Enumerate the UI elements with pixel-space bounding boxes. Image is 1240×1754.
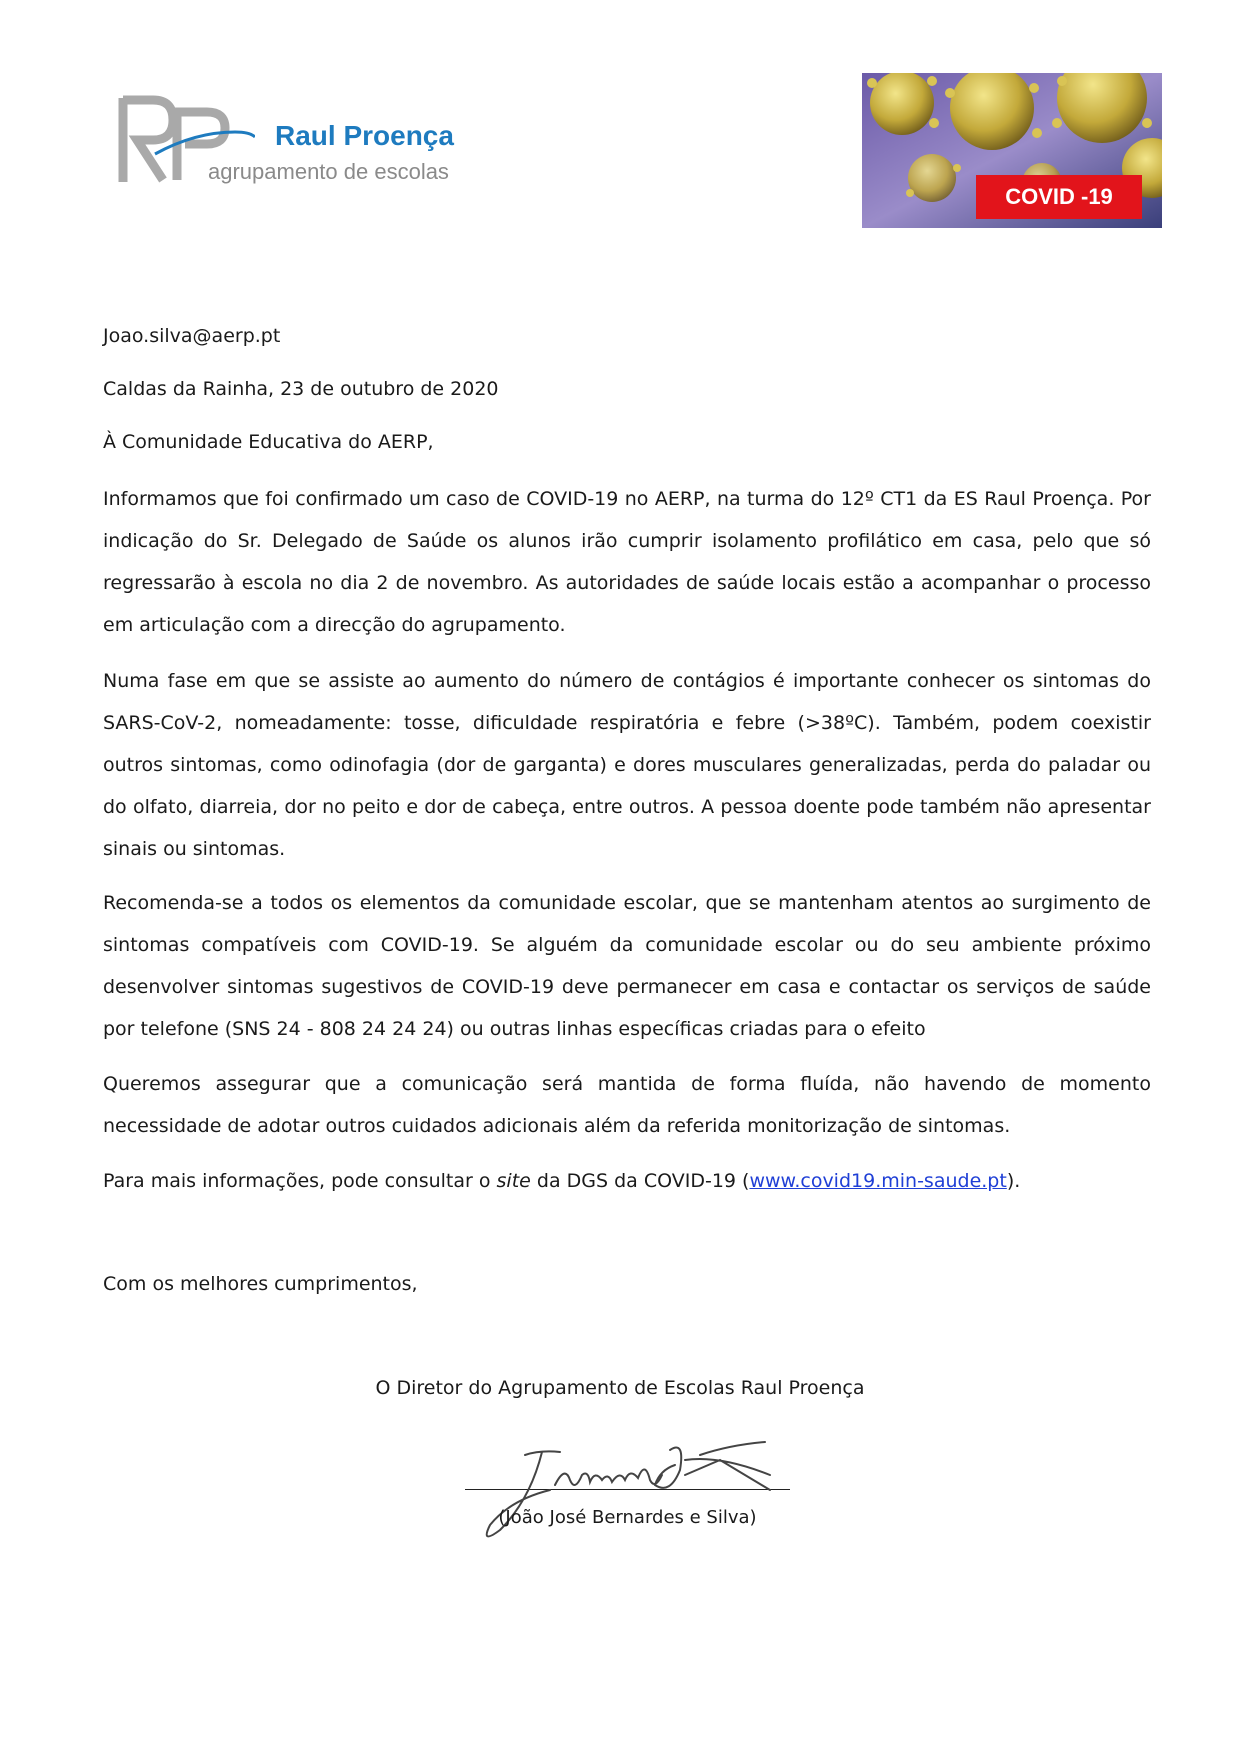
- info-text-middle: da DGS da COVID-19 (: [530, 1170, 750, 1192]
- paragraph-communication: Queremos assegurar que a comunicação será mantida de forma fluída, não havendo de momento necessidade de adotar outros cuidados adicionais além da referida monitorização de sintomas.: [103, 1073, 1151, 1137]
- info-text-after: ).: [1006, 1170, 1021, 1192]
- info-site-word: site: [496, 1170, 531, 1192]
- school-name: Raul Proença: [275, 120, 454, 151]
- closing: Com os melhores cumprimentos,: [103, 1273, 418, 1295]
- place-date: Caldas da Rainha, 23 de outubro de 2020: [103, 378, 499, 400]
- salutation: À Comunidade Educativa do AERP,: [103, 431, 434, 453]
- paragraph-case-confirmed: Informamos que foi confirmado um caso de COVID-19 no AERP, na turma do 12º CT1 da ES Raul Proença. Por indicação do Sr. Delegado de Saúde os alunos irão cumprir isolamento profilático em casa, pelo que só regressarão à escola no dia 2 de novembro. As autoridades de saúde locais estão a acompanhar o processo em articulação com a direcção do agrupamento.: [103, 488, 1151, 636]
- info-text-before: Para mais informações, pode consultar o: [103, 1170, 497, 1192]
- sender-email: Joao.silva@aerp.pt: [103, 325, 281, 347]
- school-logo: [115, 92, 465, 192]
- signer-title: O Diretor do Agrupamento de Escolas Raul Proença: [375, 1377, 865, 1399]
- covid-badge: COVID -19: [976, 175, 1142, 219]
- school-subtitle: agrupamento de escolas: [208, 159, 449, 184]
- signer-name: (João José Bernardes e Silva): [498, 1507, 757, 1528]
- covid-virus-image: [862, 73, 1162, 228]
- dgs-covid-link[interactable]: www.covid19.min-saude.pt: [749, 1170, 1007, 1192]
- paragraph-more-info: [103, 1160, 1151, 1202]
- paragraph-recommendations: Recomenda-se a todos os elementos da comunidade escolar, que se mantenham atentos ao surgimento de sintomas compatíveis com COVID-19. Se alguém da comunidade escolar ou do seu ambiente próximo desenvolver sintomas sugestivos de COVID-19 deve permanecer em casa e contactar os serviços de saúde por telefone (SNS 24 - 808 24 24 24) ou outras linhas específicas criadas para o efeito: [103, 892, 1151, 1040]
- paragraph-symptoms: Numa fase em que se assiste ao aumento do número de contágios é importante conhecer os sintomas do SARS-CoV-2, nomeadamente: tosse, dificuldade respiratória e febre (>38ºC). Também, podem coexistir outros sintomas, como odinofagia (dor de garganta) e dores musculares generalizadas, perda do paladar ou do olfato, diarreia, dor no peito e dor de cabeça, entre outros. A pessoa doente pode também não apresentar sinais ou sintomas.: [103, 670, 1151, 860]
